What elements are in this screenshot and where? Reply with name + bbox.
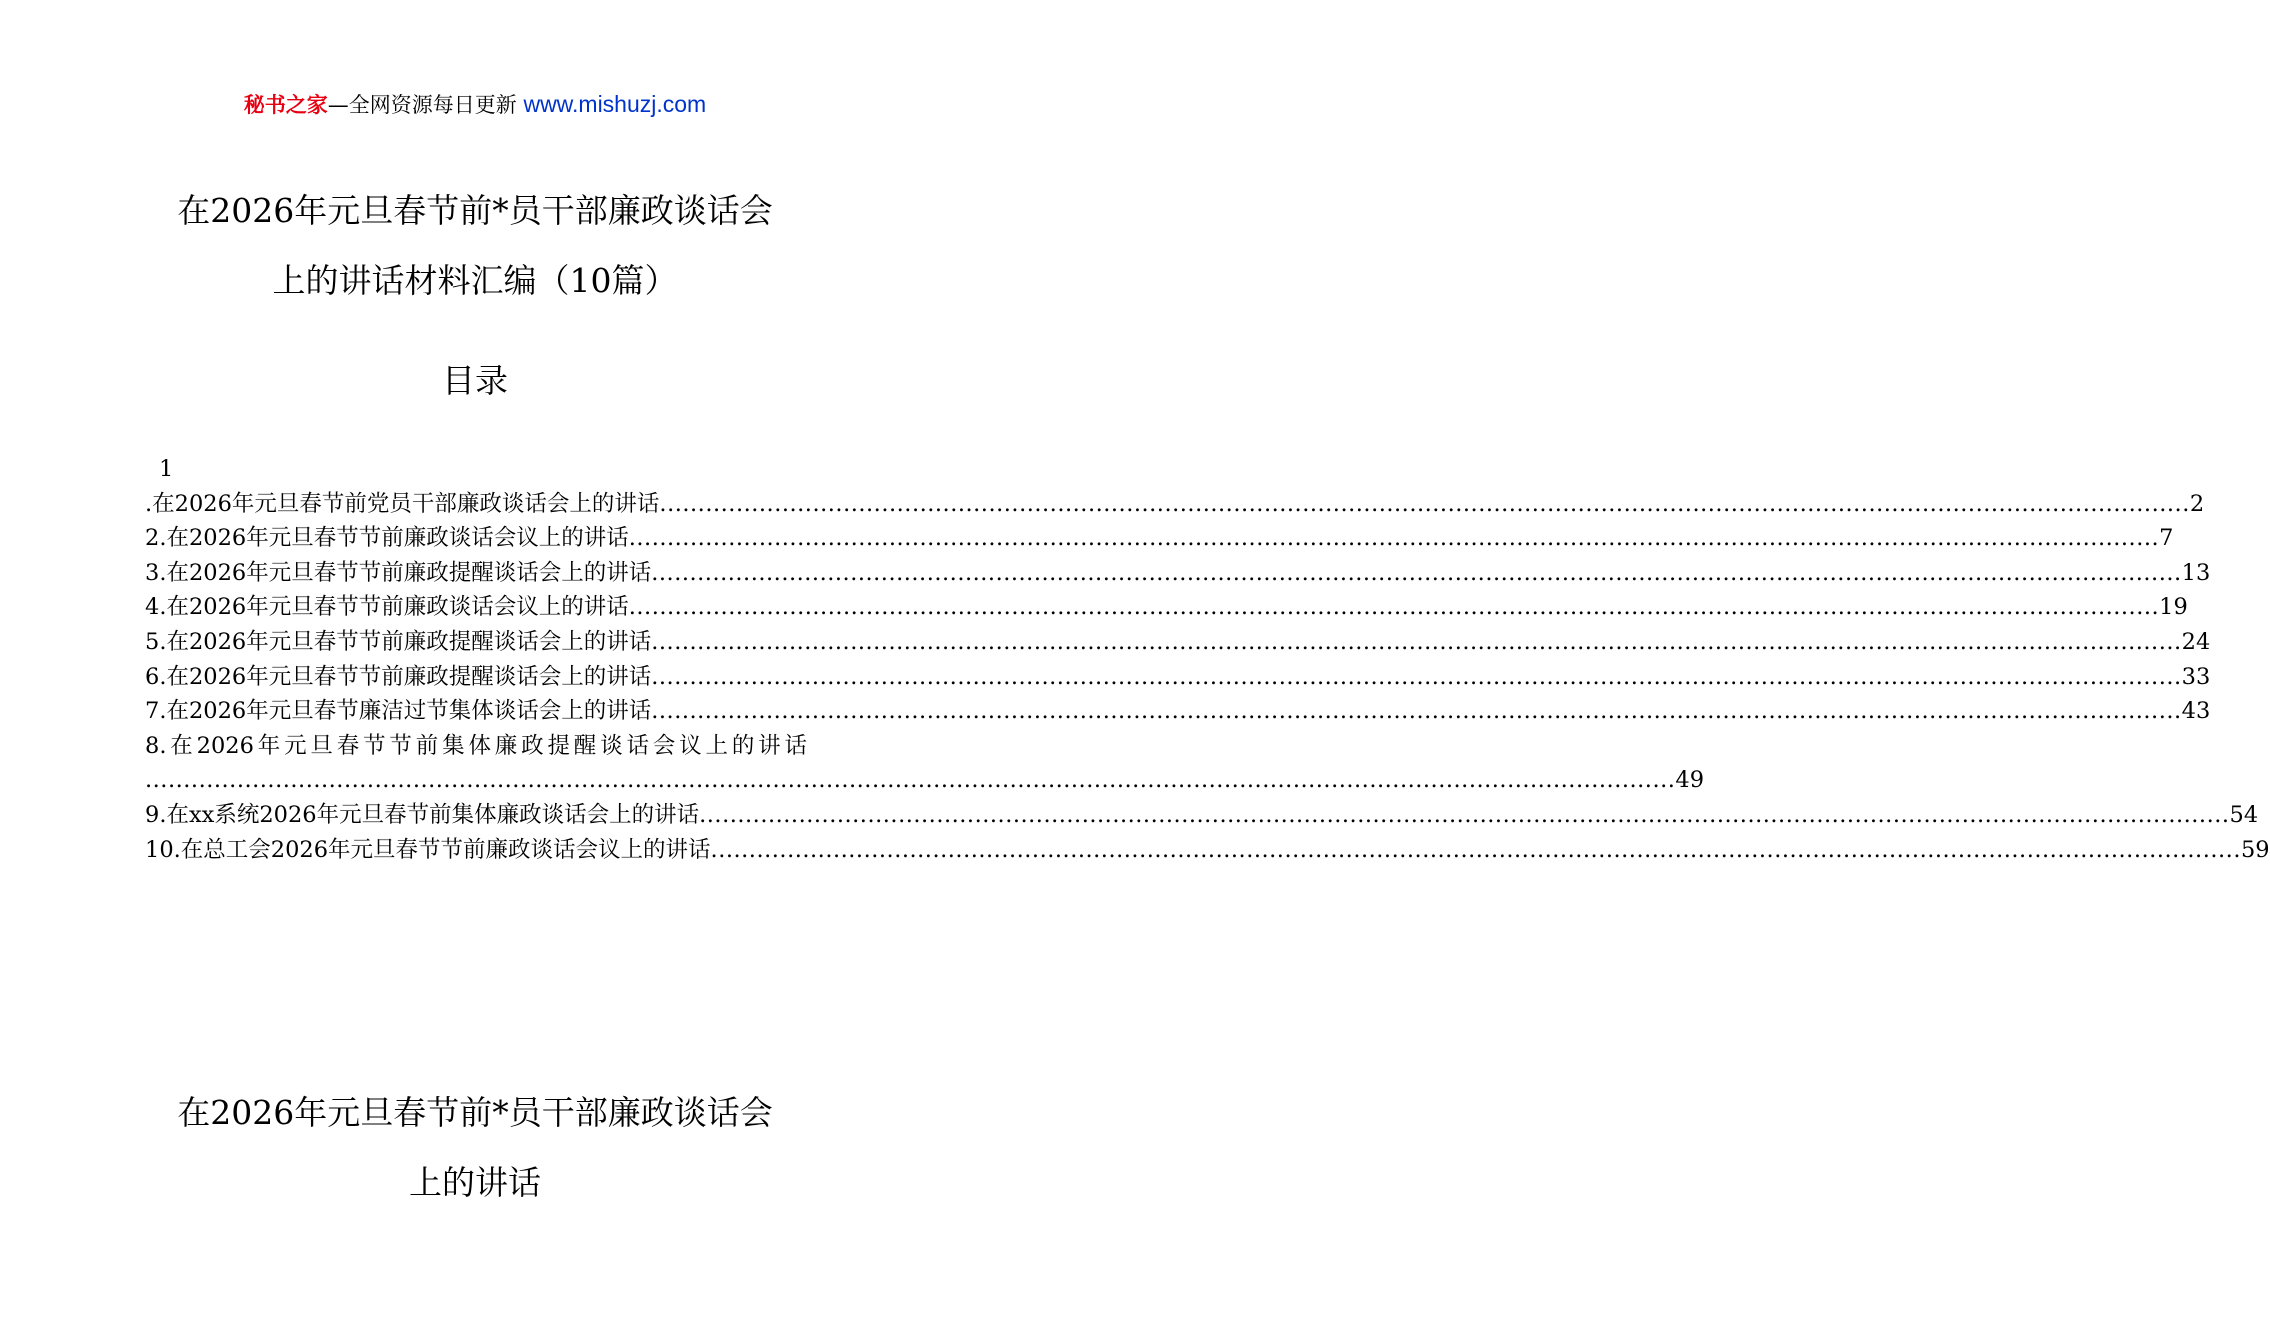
toc-leader-dots: ........................................................................................................................................................................................................ [145,767,1676,794]
toc-item[interactable] [145,521,2174,556]
toc-item[interactable] [145,590,2188,625]
toc-leader-dots: ........................................................................................................................................................................................................ [628,525,2160,552]
toc-leader-dots: ........................................................................................................................................................................................................ [710,836,2241,863]
toc-first-number: 1 [159,456,174,482]
toc-item-continuation[interactable] [145,763,1705,798]
toc-item-page: 2 [2189,490,2205,517]
toc-leader-dots: ........................................................................................................................................................................................................ [659,490,2190,517]
toc-item[interactable] [145,729,807,764]
section-title [0,1078,950,1218]
toc-leader-dots: ........................................................................................................................................................................................................ [651,559,2182,586]
document-title-line-2: 上的讲话材料汇编（10篇） [272,261,678,300]
toc-item-page: 54 [2229,801,2259,828]
toc-item-title: 3.在2026年元旦春节节前廉政提醒谈话会上的讲话 [145,559,652,586]
toc-item-title: 9.在xx系统2026年元旦春节前集体廉政谈话会上的讲话 [145,801,700,828]
toc-item[interactable] [145,660,2211,695]
site-tagline: —全网资源每日更新 [327,93,524,117]
site-brand: 秘书之家 [243,93,328,117]
toc-item-page: 49 [1675,767,1705,794]
toc-leader-dots: ........................................................................................................................................................................................................ [651,628,2182,655]
toc-item-page: 7 [2159,525,2174,552]
toc-item[interactable] [145,625,2211,660]
section-title-line-1: 在2026年元旦春节前*员干部廉政谈话会 [177,1093,773,1132]
toc-leader-dots: ........................................................................................................................................................................................................ [651,663,2182,690]
toc-item-title: 2.在2026年元旦春节节前廉政谈话会议上的讲话 [145,525,629,552]
document-title-line-1: 在2026年元旦春节前*员干部廉政谈话会 [177,191,773,230]
toc-item[interactable] [145,556,2211,591]
toc-item-page: 19 [2159,594,2188,621]
toc-item[interactable] [145,694,2211,729]
toc-item-title: 8.在2026年元旦春节节前集体廉政提醒谈话会议上的讲话 [145,732,807,759]
toc-item[interactable] [145,833,2270,868]
toc-item-title: 5.在2026年元旦春节节前廉政提醒谈话会上的讲话 [145,628,652,655]
toc-item[interactable] [145,798,2259,833]
table-of-contents [145,452,2270,867]
section-title-line-2: 上的讲话 [409,1163,541,1202]
toc-heading: 目录 [442,361,508,400]
site-header [0,88,950,121]
toc-leader-dots: ........................................................................................................................................................................................................ [628,594,2160,621]
toc-item-title: 10.在总工会2026年元旦春节节前廉政谈话会议上的讲话 [145,836,711,863]
toc-item-title: 7.在2026年元旦春节廉洁过节集体谈话会上的讲话 [145,698,652,725]
toc-item-page: 24 [2181,628,2211,655]
toc-item[interactable] [145,487,2205,522]
toc-item-page: 43 [2181,698,2211,725]
toc-leader-dots: ........................................................................................................................................................................................................ [651,698,2182,725]
toc-item-page: 59 [2240,836,2270,863]
document-title [0,176,950,316]
toc-item-page: 13 [2181,559,2211,586]
toc-item-title: 6.在2026年元旦春节节前廉政提醒谈话会上的讲话 [145,663,652,690]
toc-item-title: .在2026年元旦春节前党员干部廉政谈话会上的讲话 [145,490,660,517]
site-url-link[interactable]: www.mishuzj.com [523,91,707,117]
toc-leader-dots: ........................................................................................................................................................................................................ [699,801,2230,828]
toc-item-title: 4.在2026年元旦春节节前廉政谈话会议上的讲话 [145,594,629,621]
toc-item-page: 33 [2181,663,2211,690]
